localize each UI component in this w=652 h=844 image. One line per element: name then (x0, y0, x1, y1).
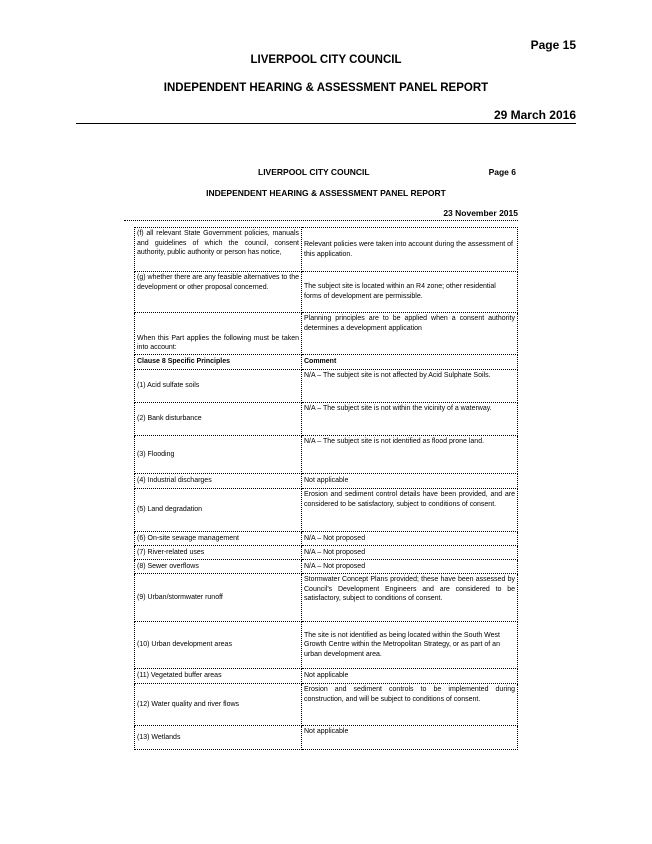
criterion-cell: (6) On-site sewage management (135, 532, 302, 546)
table-row (135, 546, 518, 560)
table-row (135, 272, 518, 313)
comment-cell: Planning principles are to be applied when a consent authority determines a development application (302, 313, 518, 355)
criterion-cell: (10) Urban development areas (135, 622, 302, 669)
comment-cell: The site is not identified as being located within the South West Growth Centre within the Metropolitan Strategy, or as part of an urban development area. (302, 622, 518, 669)
table-header-row (135, 355, 518, 370)
outer-council-name: LIVERPOOL CITY COUNCIL (250, 54, 402, 66)
comment-cell: Stormwater Concept Plans provided; these have been assessed by Council's Development Engineers and are considered to be satisfactory, subject to conditions of consent. (302, 574, 518, 622)
table-row (135, 436, 518, 474)
inner-report-title: INDEPENDENT HEARING & ASSESSMENT PANEL REPORT (206, 188, 446, 198)
criterion-cell: (2) Bank disturbance (135, 403, 302, 436)
comment-cell: Erosion and sediment control details have been provided, and are considered to be satisfactory, subject to conditions of consent. (302, 489, 518, 532)
table-row (135, 726, 518, 750)
criterion-cell: (1) Acid sulfate soils (135, 370, 302, 403)
column-header-comment: Comment (302, 355, 518, 370)
table-row (135, 684, 518, 726)
comment-cell: Erosion and sediment controls to be implemented during construction, and will be subject to conditions of consent. (302, 684, 518, 726)
table-row (135, 370, 518, 403)
comment-cell: Not applicable (302, 474, 518, 489)
criterion-cell: When this Part applies the following must be taken into account: (135, 313, 302, 355)
outer-report-date: 29 March 2016 (493, 108, 576, 122)
inner-page-number: Page 6 (488, 167, 516, 177)
comment-cell: N/A – The subject site is not identified as flood prone land. (302, 436, 518, 474)
inner-council-name: LIVERPOOL CITY COUNCIL (258, 167, 370, 177)
outer-page-number: Page 15 (530, 38, 576, 52)
criterion-cell: (5) Land degradation (135, 489, 302, 532)
assessment-table (134, 227, 518, 750)
comment-cell: N/A – The subject site is not within the vicinity of a waterway. (302, 403, 518, 436)
table-row (135, 489, 518, 532)
table-row (135, 574, 518, 622)
comment-cell: Not applicable (302, 726, 518, 750)
table-row (135, 313, 518, 355)
comment-cell: N/A – The subject site is not affected by Acid Sulphate Soils. (302, 370, 518, 403)
criterion-cell: (8) Sewer overflows (135, 560, 302, 574)
criterion-cell: (4) Industrial discharges (135, 474, 302, 489)
outer-report-title: INDEPENDENT HEARING & ASSESSMENT PANEL REPORT (163, 82, 489, 94)
criterion-cell: (f) all relevant State Government policies, manuals and guidelines of which the council, consent authority, public authority or person has notice, (135, 228, 302, 272)
criterion-cell: (g) whether there are any feasible alternatives to the development or other proposal concerned. (135, 272, 302, 313)
criterion-cell: (11) Vegetated buffer areas (135, 669, 302, 684)
criterion-cell: (13) Wetlands (135, 726, 302, 750)
comment-cell: N/A – Not proposed (302, 532, 518, 546)
table-row (135, 228, 518, 272)
comment-cell: N/A – Not proposed (302, 560, 518, 574)
table-row (135, 622, 518, 669)
comment-cell: The subject site is located within an R4 zone; other residential forms of development are permissible. (302, 272, 518, 313)
column-header-principles: Clause 8 Specific Principles (135, 355, 302, 370)
criterion-cell: (9) Urban/stormwater runoff (135, 574, 302, 622)
table-row (135, 532, 518, 546)
table-row (135, 403, 518, 436)
inner-report-date: 23 November 2015 (443, 208, 518, 218)
comment-cell: Relevant policies were taken into account during the assessment of this application. (302, 228, 518, 272)
criterion-cell: (12) Water quality and river flows (135, 684, 302, 726)
table-row (135, 669, 518, 684)
table-row (135, 560, 518, 574)
comment-cell: N/A – Not proposed (302, 546, 518, 560)
criterion-cell: (3) Flooding (135, 436, 302, 474)
inner-header-rule (124, 220, 518, 221)
comment-cell: Not applicable (302, 669, 518, 684)
criterion-cell: (7) River-related uses (135, 546, 302, 560)
table-row (135, 474, 518, 489)
outer-header-rule (76, 123, 576, 124)
